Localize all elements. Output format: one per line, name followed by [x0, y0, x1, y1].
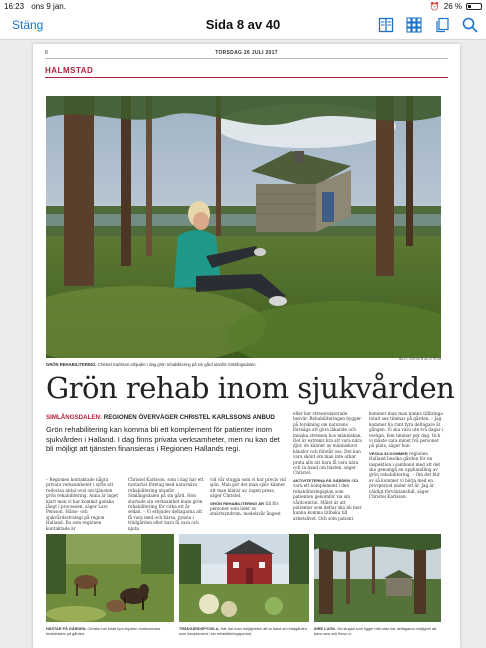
close-button[interactable]: Stäng	[12, 18, 44, 32]
column-1	[46, 477, 122, 533]
column-5	[369, 411, 445, 502]
hero-credit: BILD: JÖRGEN ALSTRÖM	[398, 357, 441, 361]
column-2-text: Christel Karlsson, som i dag har ett nystartat företag med naturnära rehabilitering utanför Simlångsdalen på sin gård. Hon startade sin verksamhet inom grön rehabilitering för cirka ett år sedan. – Vi erbjuder deltagarna att få vara med och härsa, pyssla i trädgården eller bara få vara och njuta	[128, 477, 204, 531]
status-day: ons 9 jan.	[31, 1, 66, 11]
hero-photo	[46, 96, 441, 358]
article-subhead	[46, 414, 275, 421]
status-time: 16:23	[4, 1, 25, 11]
article-headline: Grön rehab inom sjukvården	[46, 371, 455, 405]
alarm-icon: ⏰	[429, 1, 440, 11]
pages-icon[interactable]	[434, 17, 450, 33]
cabin-caption	[314, 627, 441, 637]
column-3	[210, 477, 286, 519]
column-2	[128, 477, 204, 533]
cabin-photo	[314, 534, 441, 622]
column-4-rest: ska vara ett komplement i den rehabiliteringsplan som patienten genomför via sin vårdcentral. Målet är att patienter som deltar ska bli mer kunna komma tillbaka till arbetslivet. Och som patient	[293, 477, 362, 521]
column-5-text: kommer man man kunna tillbringa totalt sex timmar på gården. – Jag kommer ha runt fyra deltagare åt gången. Vi ska vara ute två dagar i veckan, fem timmar per dag. Och vi måste vara minst två personer på plats, säger hon.	[369, 411, 444, 449]
horses-caption	[46, 627, 174, 637]
section-name: HALMSTAD	[45, 66, 94, 75]
column-4-text: eller har stressrelaterade besvär. Rehabiliteringen bygger på forskning om naturens förmåga att göra läkande och minska stressen hos människan. Det är extremt bra att vara nära djur, de känner av människors känslor och förstår oss. Det kan vara skönt om man inte orkar prata alls att bara få vara nära och ta hand om hästen, säger Christel.	[293, 411, 362, 476]
issue-date: TORSDAG 26 JULI 2017	[215, 50, 278, 56]
horses-caption-label: HÄSTAR PÅ GÅRDEN.	[46, 627, 87, 631]
column-1-text: – Regionen kontaktade några privata verksamheter i syfte att redovisa antal oval om tjänsten grön rehabilitering. Anna är inget klart men vi har kommit ganska långt i processen, säger Lars Persson, Hälso- och sjukvårdsstrategi på region Halland. En som regionen kontaktade är	[46, 477, 119, 531]
running-header	[45, 50, 448, 59]
horses-caption-text: Christel har totalt fyra stycken nordsvenska brukshästar på gården.	[46, 627, 161, 636]
article-ingress: Grön rehabilitering kan komma bli ett komplement för patienter inom sjukvården i Halland. I dag finns privata verksamheter, men nu kan det bli möjligt att tjänsten finansieras i Regionen Hallands regi.	[46, 425, 280, 453]
battery-percent: 26 %	[443, 1, 462, 11]
page-indicator: Sida 8 av 40	[205, 17, 281, 32]
hero-caption-text: Christel Karlsson erbjuder i dag grön rehabilitering på sin gård utanför Simlångsdalen.	[97, 362, 257, 367]
cabin-caption-label: INRE LUGN.	[314, 627, 336, 631]
column-3-text: vid vår stugga som vi har precis vid sjön. Man gör det man själv känner att man klarar av, ingen press, säger Christel.	[210, 477, 286, 499]
status-bar	[0, 0, 486, 12]
column-5-label: VECKA 33 KOMMER	[369, 450, 408, 456]
garden-photo	[179, 534, 309, 622]
garden-caption-text: Här har man möjligheten att ta hand om trädgården som komplement i sin rehabiliteringsperiod.	[179, 627, 307, 636]
column-4-label: AKTIVITETERNA PÅ GÅRDEN	[293, 477, 350, 483]
grid-view-icon[interactable]	[406, 17, 422, 33]
garden-caption-label: TRÄDGÅRDSPYSSLA.	[179, 627, 220, 631]
section-rule	[45, 77, 448, 78]
garden-caption	[179, 627, 309, 637]
newspaper-page[interactable]	[33, 44, 460, 648]
hero-caption-label: GRÖN REHABILITERING.	[46, 362, 97, 367]
subhead-place: SIMLÅNGSDALEN:	[46, 414, 103, 421]
horses-photo	[46, 534, 174, 622]
column-3-rest: till för personer som lider av smärtsyndrom, medelsvår ångest	[210, 500, 281, 517]
subhead-text: REGIONEN ÖVERVÄGER CHRISTEL KARLSSONS ANBUD	[103, 414, 275, 421]
reader-toolbar	[0, 12, 486, 40]
hero-caption	[46, 362, 441, 367]
column-3-label: GRÖN REHABILITERING ÄR	[210, 500, 264, 506]
cabin-caption-text: Vid stugan som ligger mitt utan har deltagarna möjlighet att bara vara och finna ro.	[314, 627, 437, 636]
search-icon[interactable]	[462, 17, 478, 33]
battery-icon	[466, 3, 482, 10]
page-number: 8	[45, 50, 48, 56]
article-view-icon[interactable]	[378, 17, 394, 33]
column-5-rest: regionen Halland besöka gården för en inspektion i samband med att det ska genomgå en upphandling av grön rehabilitering. – Om det blir av så kommer vi börja med en provperiod under ett år. Jag är väldigt förväntansfull, säger Christel Karlsson.	[369, 450, 441, 500]
column-4	[293, 411, 363, 523]
